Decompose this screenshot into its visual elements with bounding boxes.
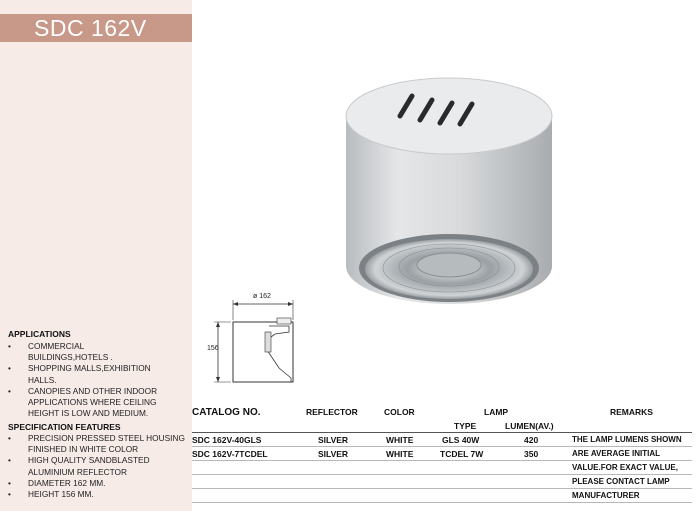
- list-item: • CANOPIES AND OTHER INDOOR APPLICATIONS WHERE CEILING HEIGHT IS LOW AND MEDIUM.: [8, 386, 168, 420]
- row-1-lumen: 420: [524, 435, 539, 445]
- list-item: • COMMERCIAL BUILDINGS,HOTELS .: [8, 341, 158, 363]
- dimension-drawing: [205, 290, 305, 390]
- row-2-color: WHITE: [386, 449, 414, 459]
- list-item: • HIGH QUALITY SANDBLASTED ALUMINIUM REFLECTOR: [8, 455, 158, 477]
- table-divider: [192, 502, 692, 503]
- downlight-product-image: [338, 68, 560, 318]
- applications-heading: APPLICATIONS: [8, 329, 71, 339]
- remarks-line: THE LAMP LUMENS SHOWN: [572, 435, 682, 444]
- list-item: • SHOPPING MALLS,EXHIBITION HALLS.: [8, 363, 158, 385]
- row-1-color: WHITE: [386, 435, 414, 445]
- table-divider: [192, 474, 692, 475]
- remarks-line: MANUFACTURER: [572, 491, 640, 500]
- remarks-line: VALUE.FOR EXACT VALUE,: [572, 463, 678, 472]
- row-1-reflector: SILVER: [318, 435, 349, 445]
- header-type: TYPE: [454, 421, 477, 431]
- specification-list: [8, 433, 190, 500]
- row-2-lumen: 350: [524, 449, 539, 459]
- header-lumen: LUMEN(AV.): [505, 421, 554, 431]
- height-label: 156: [207, 345, 219, 352]
- specification-heading: SPECIFICATION FEATURES: [8, 422, 121, 432]
- header-reflector: REFLECTOR: [306, 407, 358, 417]
- list-item: • HEIGHT 156 MM.: [8, 489, 190, 500]
- header-remarks: REMARKS: [610, 407, 653, 417]
- table-divider: [192, 488, 692, 489]
- table-divider: [192, 446, 692, 447]
- row-1-type: GLS 40W: [442, 435, 480, 445]
- header-catalog: CATALOG NO.: [192, 407, 261, 418]
- table-divider: [192, 432, 692, 433]
- applications-list: [8, 341, 190, 419]
- row-2-reflector: SILVER: [318, 449, 349, 459]
- table-divider: [192, 460, 692, 461]
- page-title: SDC 162V: [34, 15, 147, 41]
- header-color: COLOR: [384, 407, 415, 417]
- remarks-line: ARE AVERAGE INITIAL: [572, 449, 661, 458]
- row-2-catalog: SDC 162V-7TCDEL: [192, 449, 268, 459]
- remarks-line: PLEASE CONTACT LAMP: [572, 477, 670, 486]
- list-item: • DIAMETER 162 MM.: [8, 478, 190, 489]
- row-2-type: TCDEL 7W: [440, 449, 484, 459]
- list-item: • PRECISION PRESSED STEEL HOUSING FINISHED IN WHITE COLOR: [8, 433, 188, 455]
- row-1-catalog: SDC 162V-40GLS: [192, 435, 262, 445]
- diameter-label: ø 162: [253, 293, 271, 300]
- header-lamp: LAMP: [484, 407, 509, 417]
